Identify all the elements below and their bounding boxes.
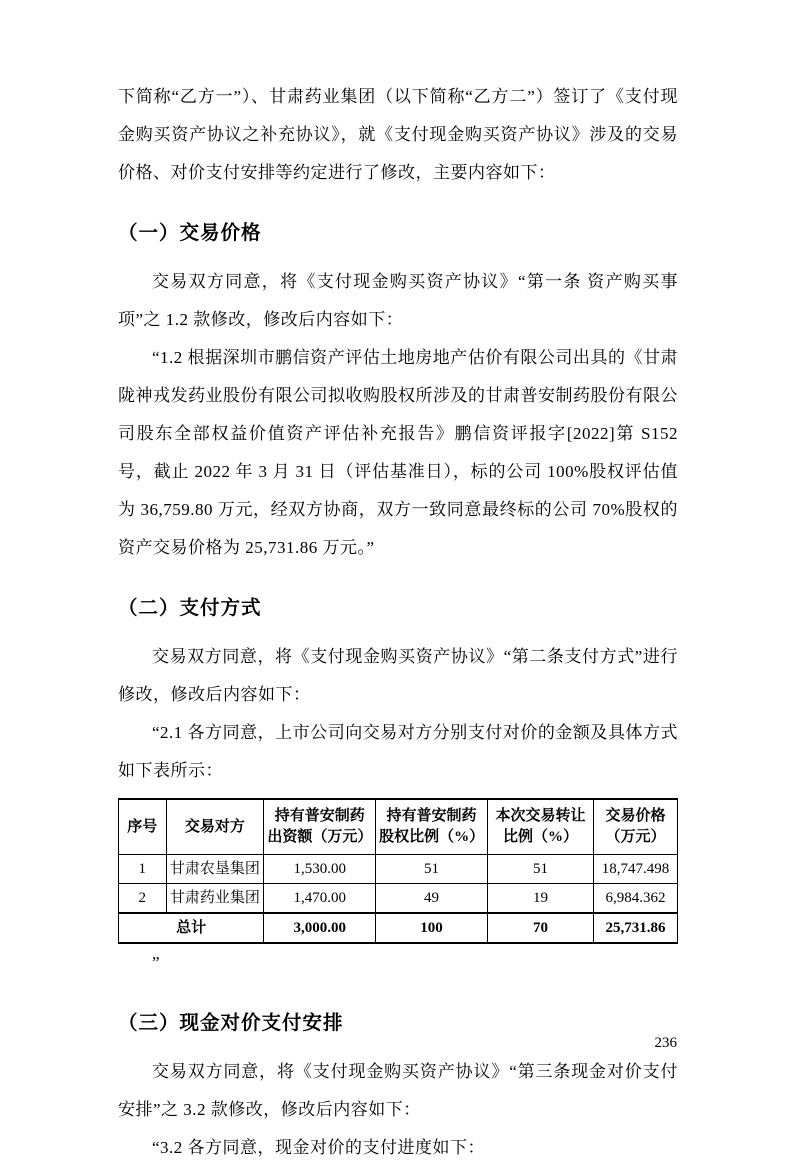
section-3-paragraph-1: 交易双方同意，将《支付现金购买资产协议》“第三条现金对价支付安排”之 3.2 款修改，修改后内容如下： (118, 1062, 678, 1119)
total-label-cell: 总计 (119, 913, 264, 943)
payment-allocation-table (118, 798, 678, 944)
total-cell: 70 (487, 913, 593, 943)
header-cell-price: 交易价格（万元） (594, 799, 678, 855)
table-cell: 1,530.00 (264, 855, 376, 884)
intro-paragraph: 下简称“乙方一”）、甘肃药业集团（以下简称“乙方二”）签订了《支付现金购买资产协议之补充协议》，就《支付现金购买资产协议》涉及的交易价格、对价支付安排等约定进行了修改，主要内容如下： (118, 87, 678, 182)
table-cell: 51 (376, 855, 488, 884)
header-cell-counterparty: 交易对方 (166, 799, 264, 855)
closing-quote: ” (152, 953, 161, 972)
table-cell: 甘肃药业集团 (166, 884, 264, 914)
total-cell: 100 (376, 913, 488, 943)
header-cell-index: 序号 (119, 799, 167, 855)
table-cell: 6,984.362 (594, 884, 678, 914)
table-cell: 2 (119, 884, 167, 914)
payment-table-wrapper (118, 798, 678, 944)
table-cell: 18,747.498 (594, 855, 678, 884)
section-2-heading: （二）支付方式 (118, 597, 262, 619)
page-number: 236 (654, 1035, 677, 1051)
table-cell: 1 (119, 855, 167, 884)
header-cell-equity-ratio: 持有普安制药股权比例（%） (376, 799, 488, 855)
table-cell: 49 (376, 884, 488, 914)
section-2-paragraph-1: 交易双方同意，将《支付现金购买资产协议》“第二条支付方式”进行修改，修改后内容如下： (118, 647, 678, 704)
table-header-row (119, 799, 678, 855)
table-total-row (119, 913, 678, 943)
section-1-paragraph-1: 交易双方同意，将《支付现金购买资产协议》“第一条 资产购买事项”之 1.2 款修改，修改后内容如下： (118, 272, 678, 329)
table-row (119, 884, 678, 914)
table-cell: 51 (487, 855, 593, 884)
total-cell: 3,000.00 (264, 913, 376, 943)
header-cell-contribution: 持有普安制药出资额（万元） (264, 799, 376, 855)
table-cell: 甘肃农垦集团 (166, 855, 264, 884)
document-content (118, 78, 678, 1167)
section-3-heading: （三）现金对价支付安排 (118, 1012, 344, 1034)
table-cell: 1,470.00 (264, 884, 376, 914)
total-cell: 25,731.86 (594, 913, 678, 943)
table-row (119, 855, 678, 884)
table-cell: 19 (487, 884, 593, 914)
header-cell-transfer-ratio: 本次交易转让比例（%） (487, 799, 593, 855)
section-2-paragraph-2: “2.1 各方同意，上市公司向交易对方分别支付对价的金额及具体方式如下表所示： (118, 723, 678, 780)
section-1-paragraph-2: “1.2 根据深圳市鹏信资产评估土地房地产估价有限公司出具的《甘肃陇神戎发药业股份有限公司拟收购股权所涉及的甘肃普安制药股份有限公司股东全部权益价值资产评估补充报告》鹏信资评报字[2022]第 S152 号，截止 2022 年 3 月 31 日（评估基准日），标的公司 100%股权评估值为 36,759.80 万元，经双方协商，双方一致同意最终标的公司 70%股权的资产交易价格为 25,731.86 万元。” (118, 348, 678, 557)
section-1-heading: （一）交易价格 (118, 222, 262, 244)
section-3-paragraph-2: “3.2 各方同意，现金对价的支付进度如下： (152, 1138, 486, 1157)
